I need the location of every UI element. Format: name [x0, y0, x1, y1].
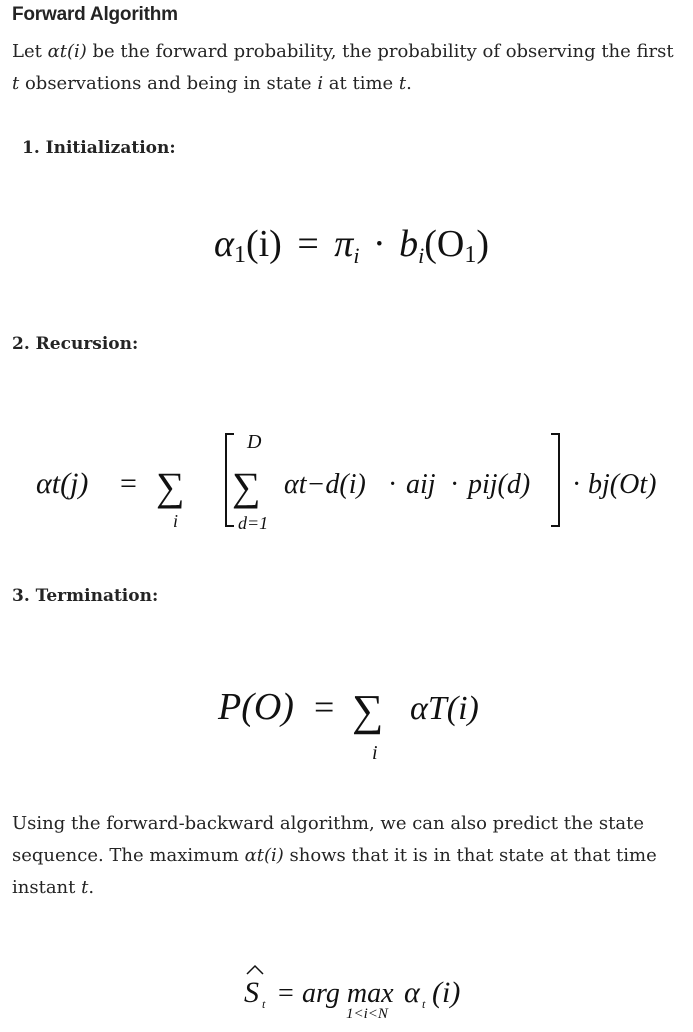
t-symbol: t	[12, 73, 20, 94]
outro-text-2: shows that it is in that state at that time instant	[12, 845, 657, 898]
eq1-alpha: α	[214, 223, 234, 265]
eq4-lhs: S	[244, 976, 259, 1009]
outro-text-3: .	[88, 877, 95, 898]
eq2-aij: aij	[406, 469, 436, 500]
eq2-equals: =	[120, 467, 137, 500]
eq2-outer-sum-sub: i	[173, 511, 179, 531]
eq1-b-sub: i	[418, 243, 425, 268]
eq1-equals: =	[297, 223, 319, 265]
alpha-symbol: αt(i)	[47, 41, 87, 62]
eq3-sum: ∑	[352, 686, 384, 735]
eq1-close: )	[476, 223, 489, 265]
eq4-lhs-sub: t	[262, 997, 266, 1011]
eq2-outer-sum: ∑	[156, 464, 185, 509]
eq1-dot: ·	[372, 223, 386, 265]
intro-text-4: at time	[323, 73, 399, 94]
intro-text-1: Let	[12, 41, 48, 62]
eq2-pij: pij(d)	[468, 469, 531, 500]
eq1-sub1: 1	[233, 242, 246, 268]
eq1-obs: (O	[424, 223, 465, 265]
outro-paragraph	[12, 808, 682, 904]
eq4-under: 1<i<N	[346, 1006, 388, 1022]
eq2-inner-sum: ∑	[232, 464, 261, 509]
intro-text-2: be the forward probability, the probability of observing the first	[86, 41, 674, 62]
eq3-equals: =	[314, 687, 335, 727]
i-symbol: i	[317, 73, 324, 94]
intro-text-5: .	[406, 73, 412, 94]
eq1-pi: π	[334, 223, 354, 265]
eq1-obs-sub: 1	[464, 242, 477, 268]
recursion-equation	[6, 420, 686, 540]
step-initialization-label: 1. Initialization:	[22, 138, 176, 158]
eq1-b: b	[399, 223, 419, 265]
eq2-bj: bj(Ot)	[588, 469, 657, 500]
eq4-arg: (i)	[432, 976, 461, 1009]
intro-paragraph	[12, 36, 682, 100]
eq2-alpha-td: αt−d(i)	[284, 469, 366, 500]
eq4-argmax: arg max	[302, 978, 394, 1009]
eq4-alpha: α	[404, 976, 420, 1009]
step-recursion-label: 2. Recursion:	[12, 334, 139, 354]
eq4-hat	[247, 966, 263, 974]
eq2-lhs: αt(j)	[36, 467, 89, 500]
t-symbol-2: t	[398, 73, 407, 94]
step-termination-label: 3. Termination:	[12, 586, 159, 606]
termination-equation	[214, 675, 534, 765]
alpha-symbol-2: αt(i)	[244, 845, 284, 866]
eq2-inner-sum-sup: D	[247, 431, 262, 453]
eq3-rhs: αT(i)	[410, 690, 479, 727]
eq1-arg: (i)	[245, 223, 282, 265]
eq4-equals: =	[278, 978, 294, 1009]
eq2-dot3: ·	[572, 469, 582, 500]
eq2-dot2: ·	[450, 469, 460, 500]
outro-text-1: Using the forward-backward algorithm, we can also predict the state sequence. The maximum	[12, 813, 645, 866]
eq4-alpha-sub: t	[422, 997, 426, 1011]
eq2-right-bracket	[551, 434, 559, 526]
t-symbol-3: t	[81, 877, 89, 898]
intro-text-3: observations and being in state	[19, 73, 318, 94]
section-heading: Forward Algorithm	[12, 4, 178, 25]
eq1-pi-sub: i	[353, 243, 360, 268]
eq3-lhs: P(O)	[218, 686, 294, 728]
argmax-equation	[238, 962, 478, 1028]
eq2-dot1: ·	[388, 469, 398, 500]
eq2-inner-sum-sub: d=1	[238, 513, 269, 533]
initialization-equation	[214, 222, 489, 269]
eq3-sum-sub: i	[372, 742, 378, 764]
